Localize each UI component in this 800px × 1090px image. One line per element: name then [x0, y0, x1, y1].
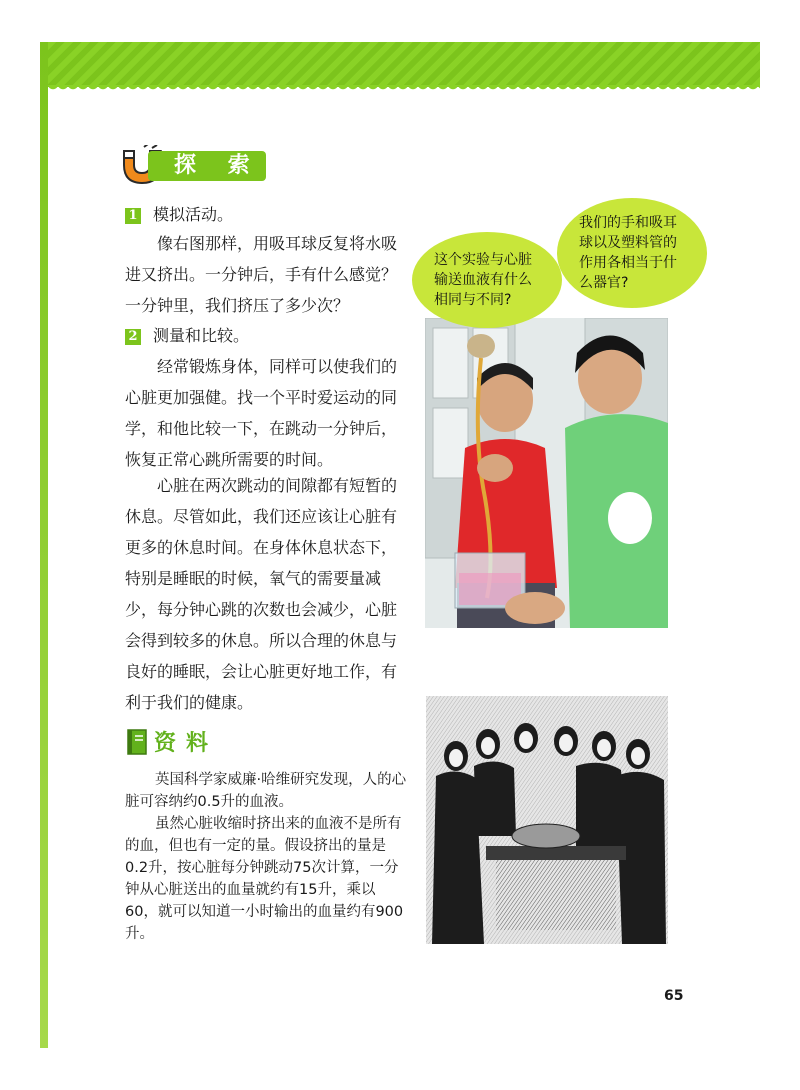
experiment-photo — [425, 318, 668, 628]
children-experiment-illustration — [425, 318, 668, 628]
step-title: 模拟活动。 — [153, 205, 234, 224]
step-title: 测量和比较。 — [153, 326, 250, 345]
speech-bubble-right: 我们的手和吸耳球以及塑料管的作用各相当于什么器官? — [557, 198, 707, 308]
step-1 — [125, 202, 233, 225]
reference-title: 资料 — [154, 731, 219, 756]
explore-title: 探 索 — [148, 151, 266, 181]
harvey-engraving — [426, 696, 668, 944]
step-2-text: 经常锻炼身体，同样可以使我们的心脏更加强健。找一个平时爱运动的同学，和他比较一下，在跳动一分钟后，恢复正常心跳所需要的时间。 — [125, 357, 398, 469]
reference-paragraph-1: 英国科学家威廉·哈维研究发现，人的心脏可容纳约0.5升的血液。 — [125, 772, 407, 810]
page-number: 65 — [664, 988, 684, 1004]
step-2 — [125, 323, 249, 346]
header-band — [48, 42, 760, 87]
step-1-text: 像右图那样，用吸耳球反复将水吸进又挤出。一分钟后，手有什么感觉？一分钟里，我们挤压了多少次？ — [125, 234, 398, 315]
step-number: 1 — [125, 208, 141, 224]
rest-paragraph: 心脏在两次跳动的间隙都有短暂的休息。尽管如此，我们还应该让心脏有更多的休息时间。在身体休息状态下，特别是睡眠的时候，氧气的需要量减少，每分钟心跳的次数也会减少，心脏会得到较多的休息。所以合理的休息与良好的睡眠，会让心脏更好地工作，有利于我们的健康。 — [125, 476, 398, 712]
page-margin-bar — [40, 42, 48, 1048]
historical-engraving-illustration — [426, 696, 668, 944]
speech-bubble-left: 这个实验与心脏输送血液有什么相同与不同? — [412, 232, 562, 328]
reference-paragraph-2: 虽然心脏收缩时挤出来的血液不是所有的血，但也有一定的量。假设挤出的量是0.2升，按心脏每分钟跳动75次计算，一分钟从心脏送出的血量就约有15升，乘以60，就可以知道一小时输出的血量约有900升。 — [125, 816, 404, 942]
book-icon — [126, 728, 148, 756]
step-number: 2 — [125, 329, 141, 345]
